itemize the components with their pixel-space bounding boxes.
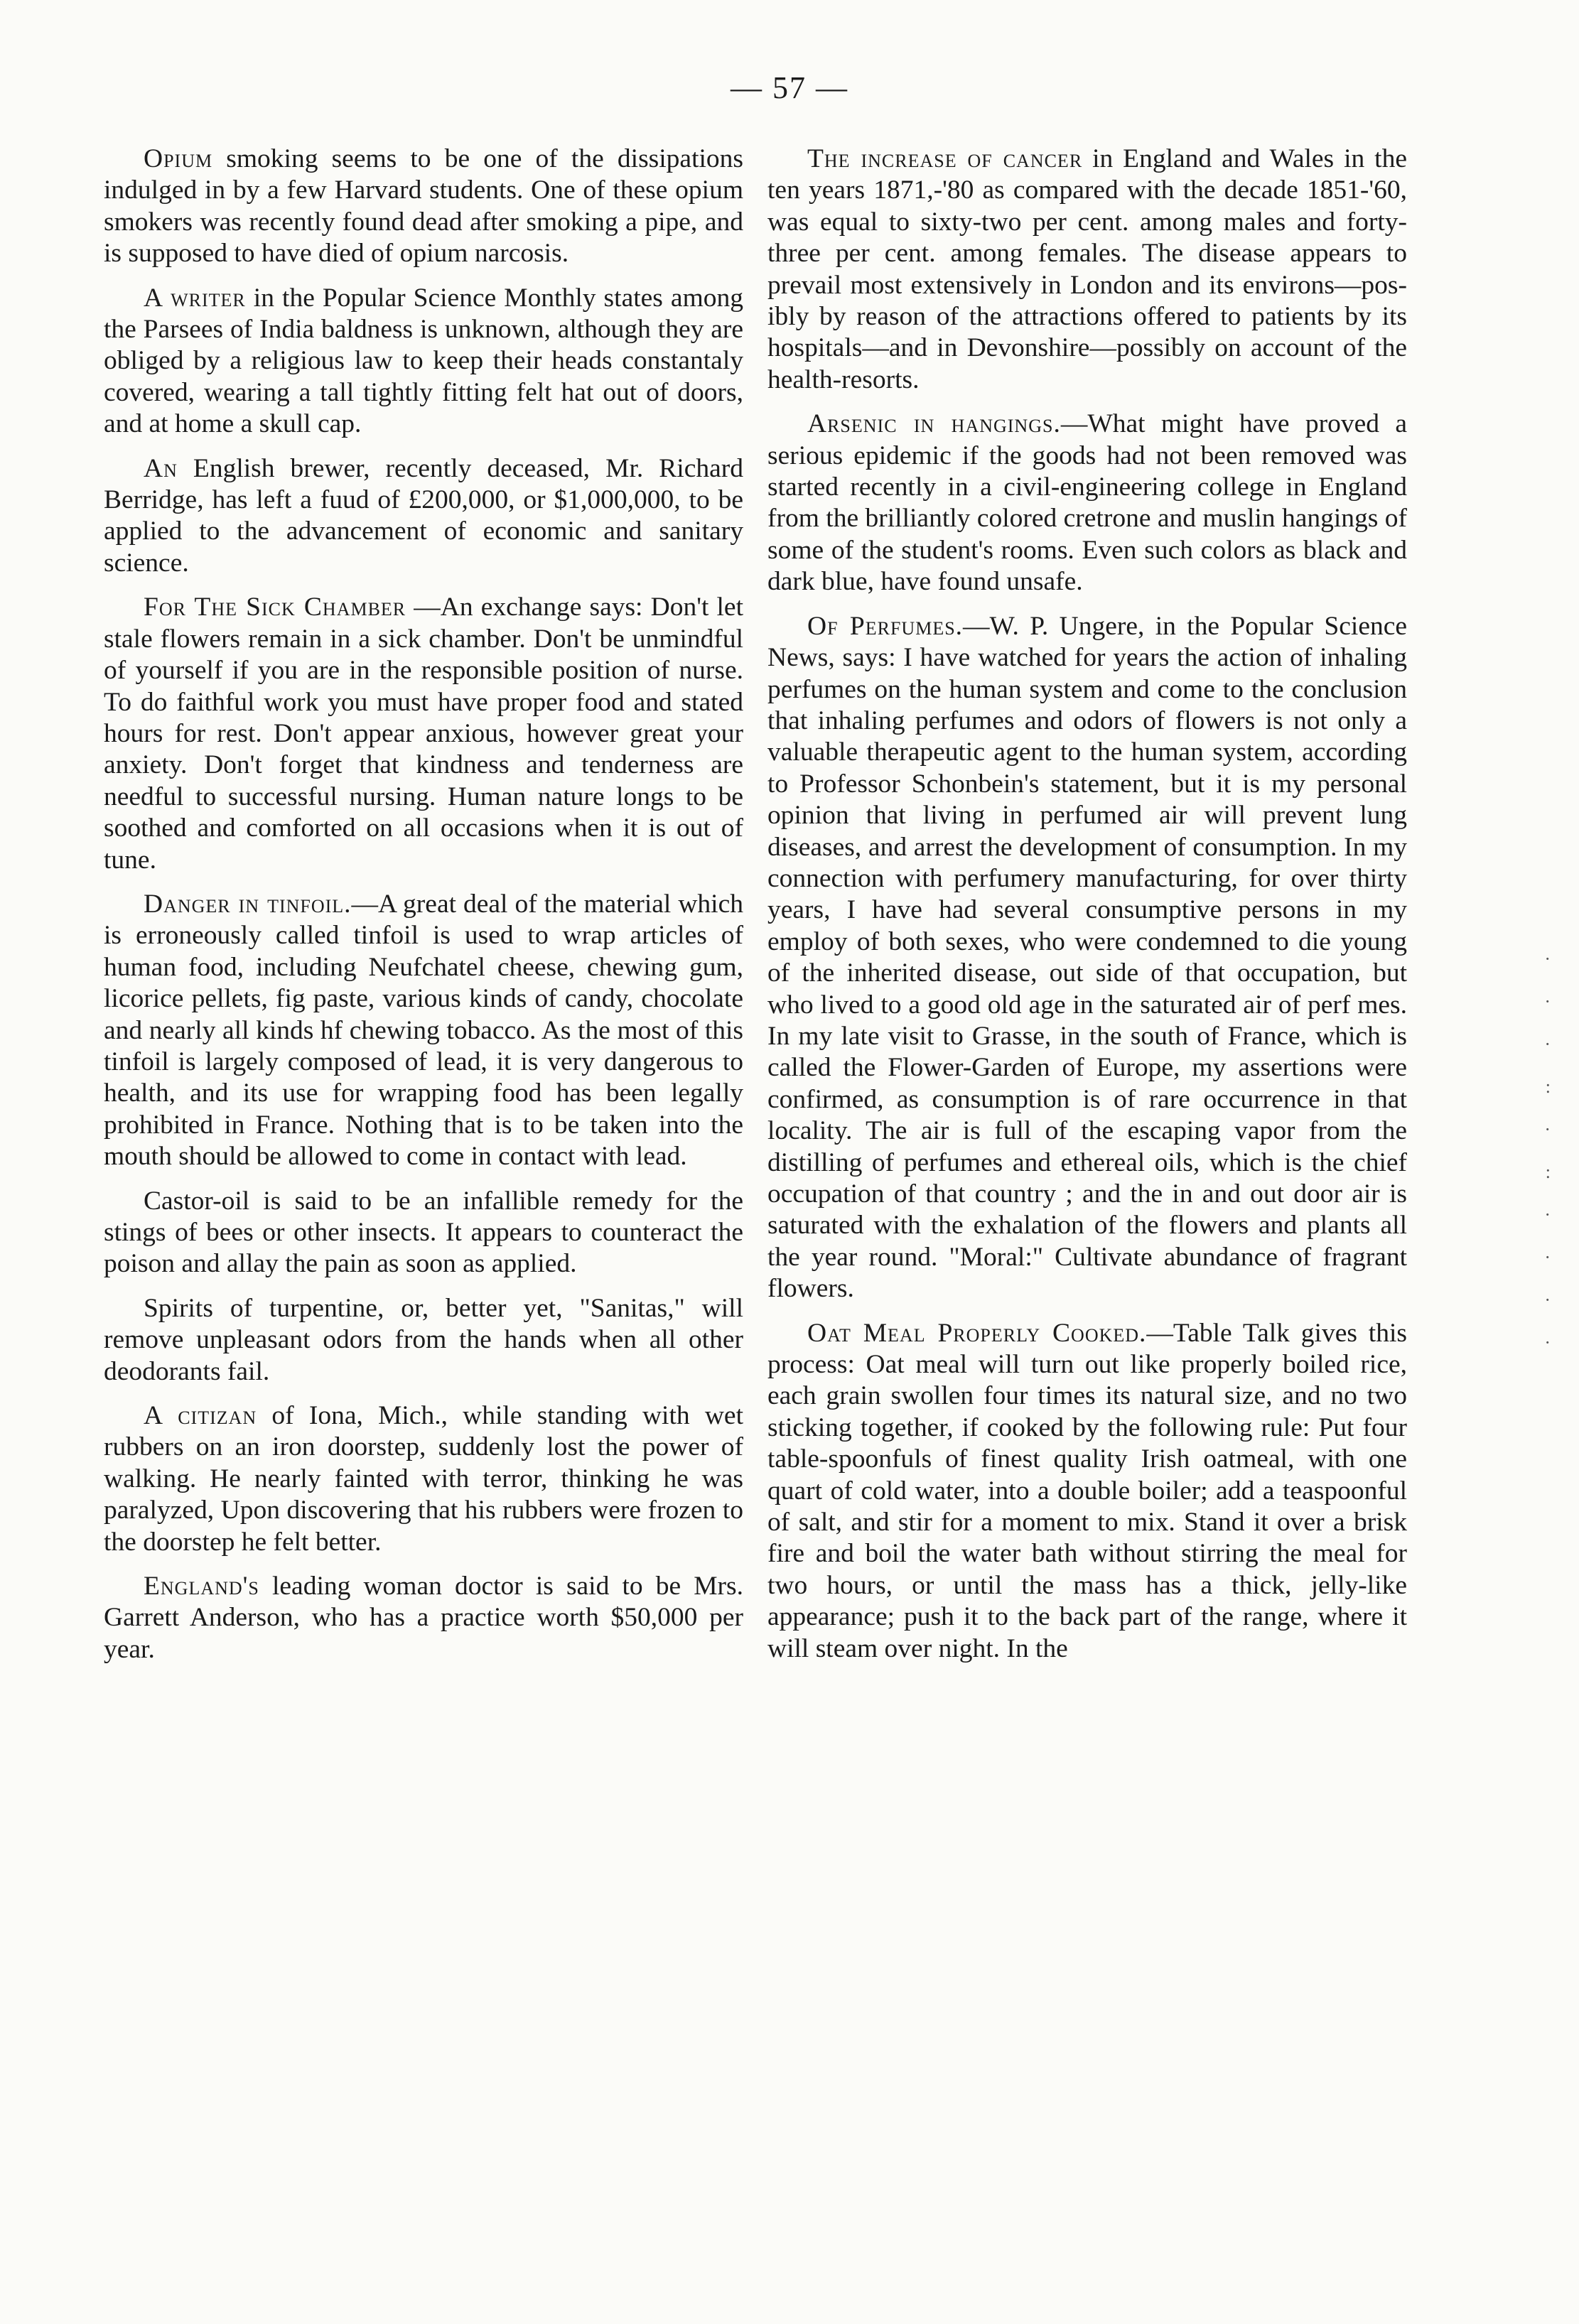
paragraph-body: —An exchange says: Don't let stale flowers remain in a sick chamber. Don't be unmindful of yourself if you are in the responsible position of nurse. To do faithful work you must have proper food and stated hours for rest. Don't appear anxious, however great your anxiety. Don't forget that kindness and tenderness are needful to successful nursing. Human nature longs to be soothed and comforted on all occasions when it is out of tune. xyxy=(104,593,743,875)
paragraph-castor-oil xyxy=(104,1186,743,1280)
paragraph-opium xyxy=(104,144,743,270)
paragraph-body: —Table Talk gives this process: Oat meal will turn out like properly boiled rice, each grain swollen four times its natural size, and no two sticking together, if cooked by the following rule: Put four table-spoonfuls of finest quality Irish oatmeal, with one quart of cold water, into a double boiler; add a teaspoonful of salt, and stir for a moment to mix. Stand it over a brisk fire and boil the water bath without stirring the meal for two hours, or until the mass has a thick, jelly-like appearance; push it to the back part of the range, where it will steam over night. In the xyxy=(767,1318,1407,1663)
paragraph-citizan xyxy=(104,1400,743,1558)
paragraph-lead: England's xyxy=(144,1572,259,1601)
scan-edge-marks: · · · : · : · · · · xyxy=(1544,948,1551,1353)
paragraph-body: —What might have proved a serious epidemic if the goods had not been removed was started recently in a civil-engineering college in England from the brilliantly colored cretrone and muslin hangings of some of the student's rooms. Even such colors as black and dark blue, have found unsafe. xyxy=(767,409,1407,597)
paragraph-turpentine xyxy=(104,1293,743,1388)
paragraph-lead: Oat Meal Properly Cooked. xyxy=(807,1318,1147,1348)
paragraph-body: smoking seems to be one of the dissipations indulged in by a few Harvard students. One of these opium smokers was recently found dead after smoking a pipe, and is supposed to have died of opium narcosis. xyxy=(104,144,743,269)
paragraph-body: in the Popular Science Monthly states among the Parsees of India baldness is unknown, although they are obliged by a religious law to keep their heads constantaly covered, wearing a tall tightly fitting felt hat out of doors, and at home a skull cap. xyxy=(104,283,743,439)
paragraph-woman-doctor xyxy=(104,1571,743,1665)
paragraph-lead: A citizan xyxy=(144,1401,257,1431)
right-column xyxy=(767,144,1407,1677)
paragraph-arsenic xyxy=(767,409,1407,598)
paragraph-body: in England and Wales in the ten years 1871,-'80 as compared with the decade 1851-'60, was equal to sixty-two per cent. among males and forty-three per cent. among females. The disease appears to prevail most extensively in London and its environs—pos-ibly by reason of the attractions offered to patients by its hospitals—and in Devonshire—possibly on account of the health-resorts. xyxy=(767,144,1407,394)
paragraph-lead: Arsenic in hangings. xyxy=(807,409,1061,439)
paragraph-lead: Of Perfumes. xyxy=(807,611,964,641)
paragraph-english-brewer xyxy=(104,453,743,580)
paragraph-body: Spirits of turpentine, or, better yet, "Sanitas," will remove unpleasant odors from the hands when all other deodorants fail. xyxy=(104,1293,743,1386)
paragraph-body: English brewer, recently deceased, Mr. Richard Berridge, has left a fuud of £200,000, or $1,000,000, to be applied to the advancement of economic and sanitary science. xyxy=(104,453,743,578)
left-column xyxy=(104,144,743,1678)
page-number: — 57 — xyxy=(731,70,848,105)
paragraph-body: —A great deal of the material which is erroneously called tinfoil is used to wrap articles of human food, including Neufchatel cheese, chewing gum, licorice pellets, fig paste, various kinds of candy, chocolate and nearly all kinds hf chewing tobacco. As the most of this tinfoil is largely composed of lead, it is very dangerous to health, and its use for wrapping food has been legally prohibited in France. Nothing that is to be taken into the mouth should be allowed to come in contact with lead. xyxy=(104,889,743,1172)
paragraph-lead: The increase of cancer xyxy=(807,144,1083,173)
paragraph-lead: Danger in tinfoil. xyxy=(144,889,352,919)
paragraph-tinfoil xyxy=(104,889,743,1173)
paragraph-lead: For The Sick Chamber xyxy=(144,593,406,622)
paragraph-body: of Iona, Mich., while standing with wet rubbers on an iron doorstep, suddenly lost the power of walking. He nearly fainted with terror, thinking he was paralyzed, Upon discovering that his rubbers were frozen to the doorstep he felt better. xyxy=(104,1401,743,1557)
paragraph-body: Castor-oil is said to be an infallible remedy for the stings of bees or other insects. It appears to counteract the poison and allay the pain as soon as applied. xyxy=(104,1186,743,1279)
paragraph-cancer xyxy=(767,144,1407,396)
paragraph-lead: Opium xyxy=(144,144,213,173)
paragraph-body: leading woman doctor is said to be Mrs. Garrett Anderson, who has a practice worth $50,000 per year. xyxy=(104,1572,743,1664)
paragraph-lead: An xyxy=(144,453,178,483)
paragraph-perfumes xyxy=(767,611,1407,1305)
paragraph-parsees-baldness xyxy=(104,283,743,441)
paragraph-lead: A writer xyxy=(144,283,246,313)
paragraph-oat-meal xyxy=(767,1318,1407,1665)
paragraph-sick-chamber xyxy=(104,592,743,876)
paragraph-body: —W. P. Ungere, in the Popular Science News, says: I have watched for years the action of inhaling perfumes on the human system and come to the conclusion that inhaling perfumes and odors of flowers is not only a valuable therapeutic agent to the human system, according to Professor Schonbein's statement, but it is my personal opinion that living in perfumed air will prevent lung diseases, and arrest the development of consumption. In my connection with perfumery manufacturing, for over thirty years, I have had several consumptive persons in my employ of both sexes, who were condemned to die young of the inherited disease, out side of that occupation, but who lived to a good old age in the saturated air of perf mes. In my late visit to Grasse, in the south of France, which is called the Flower-Garden of Europe, my assertions were confirmed, as consumption is of rare occurrence in that locality. The air is full of the escaping vapor from the distilling of perfumes and ethereal oils, which is the chief occupation of that country ; and the in and out door air is saturated with the exhalation of the flowers and plants all the year round. "Moral:" Cultivate abundance of fragrant flowers. xyxy=(767,611,1407,1304)
